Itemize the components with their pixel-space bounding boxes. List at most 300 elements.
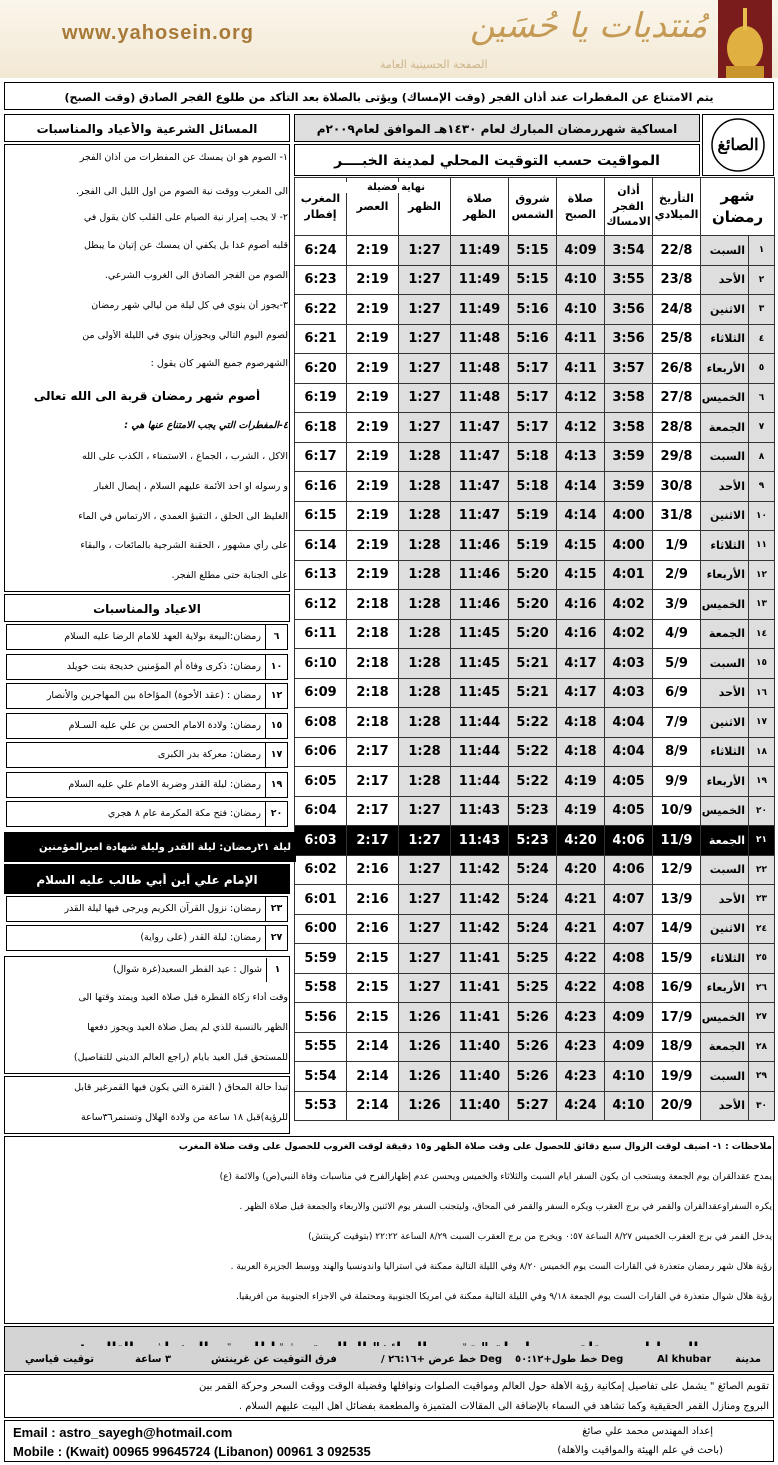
author-name: إعداد المهندس محمد علي صائغ [582, 1426, 713, 1437]
cell-dhuhr: 11:47 [451, 442, 509, 472]
table-row [295, 619, 775, 649]
cell-dhuhr: 11:42 [451, 885, 509, 915]
cell-maghrib: 6:13 [295, 560, 347, 590]
cell-fa: 2:18 [347, 590, 399, 620]
cell-no: ٤ [749, 324, 775, 354]
cell-date: 31/8 [653, 501, 701, 531]
cell-imsak: 3:58 [605, 413, 653, 443]
cell-dhuhr: 11:41 [451, 944, 509, 974]
cell-no: ٢٨ [749, 1032, 775, 1062]
cell-fz: 1:27 [399, 265, 451, 295]
col-fadhila-asr: العصر [347, 178, 399, 236]
location-lat: / خط عرض +٢٦:١٦ Deg [381, 1354, 503, 1365]
cell-date: 23/8 [653, 265, 701, 295]
timing-title-box [294, 144, 700, 176]
table-row [295, 472, 775, 502]
seal-text: الصائغ [717, 135, 759, 154]
cell-date: 16/9 [653, 973, 701, 1003]
event21-line1: ليلة ٢١رمضان: ليلة القدر وليلة شهادة اميرالمؤمنين [39, 842, 291, 853]
cell-fz: 1:28 [399, 737, 451, 767]
shawwal-line1 [8, 958, 288, 984]
cell-date: 13/9 [653, 885, 701, 915]
cell-fajr: 4:12 [557, 413, 605, 443]
cell-fa: 2:16 [347, 885, 399, 915]
cell-imsak: 3:55 [605, 265, 653, 295]
cell-fajr: 4:16 [557, 590, 605, 620]
table-row [295, 354, 775, 384]
event-day: ١٢ [265, 684, 287, 708]
cell-sunrise: 5:20 [509, 590, 557, 620]
cell-fa: 2:16 [347, 914, 399, 944]
cell-dhuhr: 11:45 [451, 619, 509, 649]
event-day: ١٥ [265, 714, 287, 738]
cell-fajr: 4:20 [557, 855, 605, 885]
cell-fajr: 4:21 [557, 885, 605, 915]
cell-sunrise: 5:15 [509, 236, 557, 266]
cell-sunrise: 5:26 [509, 1062, 557, 1092]
cell-imsak: 4:00 [605, 501, 653, 531]
fiqh-p3a: ٣-يجوز أن ينوي في كل ليلة من ليالي شهر رمضان [91, 300, 288, 311]
cell-date: 5/9 [653, 649, 701, 679]
cell-fajr: 4:14 [557, 472, 605, 502]
cell-sunrise: 5:22 [509, 737, 557, 767]
cell-fa: 2:19 [347, 560, 399, 590]
cell-maghrib: 6:21 [295, 324, 347, 354]
cell-date: 20/9 [653, 1091, 701, 1121]
cell-day: الجمعة [701, 619, 749, 649]
table-row [295, 914, 775, 944]
cell-date: 9/9 [653, 767, 701, 797]
cell-sunrise: 5:19 [509, 531, 557, 561]
cell-no: ١٣ [749, 590, 775, 620]
event-23 [6, 896, 288, 922]
cell-date: 4/9 [653, 619, 701, 649]
cell-maghrib: 6:01 [295, 885, 347, 915]
cell-day: الثلاثاء [701, 324, 749, 354]
table-row [295, 944, 775, 974]
cell-day: الأحد [701, 472, 749, 502]
cell-fz: 1:27 [399, 295, 451, 325]
cell-no: ٩ [749, 472, 775, 502]
cell-maghrib: 6:00 [295, 914, 347, 944]
cell-fz: 1:28 [399, 590, 451, 620]
left-title: المسائل الشرعية والأعياد والمناسبات [36, 122, 258, 136]
cell-sunrise: 5:25 [509, 973, 557, 1003]
shawwal-text: شوال : عيد الفطر السعيد(غرة شوال) [112, 964, 262, 975]
location-city-label: مدينة [735, 1354, 761, 1365]
cell-fa: 2:19 [347, 383, 399, 413]
event21b-box [4, 864, 290, 894]
cell-day: الخميس [701, 383, 749, 413]
cell-date: 18/9 [653, 1032, 701, 1062]
fiqh-p4d: الغليظ الى الحلق ، التقيؤ العمدي ، الارتماس في الماء [78, 511, 288, 522]
cell-fa: 2:19 [347, 324, 399, 354]
cell-maghrib: 6:20 [295, 354, 347, 384]
cell-day: الجمعة [701, 826, 749, 856]
top-notice: يتم الامتناع عن المفطرات عند أذان الفجر (وقت الإمساك) ويؤتى بالصلاة بعد التأكد من طلوع الفجر الصادق (وقت الصبح) [64, 91, 714, 104]
cell-maghrib: 6:14 [295, 531, 347, 561]
table-row [295, 855, 775, 885]
cell-imsak: 4:08 [605, 973, 653, 1003]
cell-no: ١٧ [749, 708, 775, 738]
cell-sunrise: 5:22 [509, 767, 557, 797]
cell-no: ٥ [749, 354, 775, 384]
cell-dhuhr: 11:44 [451, 737, 509, 767]
cell-maghrib: 6:05 [295, 767, 347, 797]
cell-fz: 1:28 [399, 649, 451, 679]
cell-fajr: 4:16 [557, 619, 605, 649]
imsakiya-table [294, 177, 775, 1121]
cell-date: 8/9 [653, 737, 701, 767]
cell-no: ٢٩ [749, 1062, 775, 1092]
cell-fz: 1:26 [399, 1032, 451, 1062]
cell-no: ٢٥ [749, 944, 775, 974]
col-fadhila-dhuhr: الظهر [399, 178, 451, 236]
cell-dhuhr: 11:48 [451, 383, 509, 413]
cell-fajr: 4:19 [557, 767, 605, 797]
cell-day: السبت [701, 855, 749, 885]
cell-sunrise: 5:26 [509, 1032, 557, 1062]
cell-imsak: 3:54 [605, 236, 653, 266]
event-text: رمضان: معركة بدر الكبرى [157, 749, 261, 760]
event-27-text: رمضان: ليلة القدر (على رواية) [140, 932, 261, 943]
cell-no: ٢٦ [749, 973, 775, 1003]
cell-maghrib: 6:09 [295, 678, 347, 708]
note-line: يكره السفرأوعقدالقران والقمر في برج العقرب ويكره السفر والقمر في المحاق، وليتجنب السفر يوم الاثنين والأربعاء والجمعة قبل صلاة الظهر . [239, 1202, 772, 1212]
cell-sunrise: 5:16 [509, 324, 557, 354]
cell-imsak: 4:07 [605, 914, 653, 944]
cell-imsak: 4:00 [605, 531, 653, 561]
col-month: شهر رمضان [701, 178, 775, 236]
cell-day: السبت [701, 442, 749, 472]
table-row [295, 324, 775, 354]
cell-date: 22/8 [653, 236, 701, 266]
cell-fajr: 4:13 [557, 442, 605, 472]
col-fadhila: نهاية فضيلة [344, 182, 448, 193]
cell-imsak: 4:01 [605, 560, 653, 590]
cell-maghrib: 6:17 [295, 442, 347, 472]
cell-fa: 2:19 [347, 354, 399, 384]
table-row [295, 649, 775, 679]
note-line: ملاحظات : ١- أضيف لوقت الزوال سبع دقائق للحصول على وقت صلاة الظهر و١٥ دقيقة لوقت الغروب للحصول على وقت صلاة المغرب [178, 1142, 772, 1152]
cell-maghrib: 6:19 [295, 383, 347, 413]
cell-fajr: 4:18 [557, 737, 605, 767]
cell-sunrise: 5:24 [509, 855, 557, 885]
cell-fajr: 4:15 [557, 560, 605, 590]
event21-line2: الإمام علي أبن أبي طالب عليه السلام [36, 873, 258, 887]
cell-date: 14/9 [653, 914, 701, 944]
cell-sunrise: 5:16 [509, 295, 557, 325]
cell-imsak: 4:06 [605, 826, 653, 856]
forum-subtitle: الصفحة الحسينية العامة [380, 58, 488, 71]
cell-no: ٣٠ [749, 1091, 775, 1121]
shawwal-line3: الظهر بالنسبة للذي لم يصل صلاة العيد ويجوز دفعها [87, 1022, 288, 1033]
cell-dhuhr: 11:49 [451, 265, 509, 295]
cell-imsak: 3:56 [605, 295, 653, 325]
note-line: يمدح عقدالقران يوم الجمعة ويستحب أن يكون السفر أيام السبت والثلاثاء والخميس ويحسن عدم إظهارالفرح في مناسبات وفاة النبي(ص) والأئمة (ع) [219, 1172, 772, 1182]
author-title: (باحث في علم الهيئة والمواقيت والأهلة) [557, 1445, 723, 1456]
cell-dhuhr: 11:40 [451, 1062, 509, 1092]
cell-day: الأربعاء [701, 973, 749, 1003]
cell-imsak: 4:10 [605, 1091, 653, 1121]
cell-fz: 1:28 [399, 501, 451, 531]
cell-no: ١٤ [749, 619, 775, 649]
cell-dhuhr: 11:45 [451, 678, 509, 708]
cell-fa: 2:18 [347, 619, 399, 649]
cell-fz: 1:26 [399, 1003, 451, 1033]
table-row [295, 796, 775, 826]
cell-fa: 2:19 [347, 295, 399, 325]
cell-date: 6/9 [653, 678, 701, 708]
fiqh-p2a: ٢- لا يجب إمرار نية الصيام على القلب كأن يقول في [83, 212, 288, 223]
cell-fa: 2:14 [347, 1062, 399, 1092]
table-row [295, 1062, 775, 1092]
cell-sunrise: 5:24 [509, 885, 557, 915]
cell-no: ٢١ [749, 826, 775, 856]
contact-mobile: Mobile : (Kwait) 00965 99645724 (Libanon) 00961 3 092535 [13, 1444, 371, 1459]
cell-day: السبت [701, 649, 749, 679]
cell-fz: 1:27 [399, 413, 451, 443]
about-box [4, 1374, 774, 1418]
cell-sunrise: 5:15 [509, 265, 557, 295]
cell-fz: 1:27 [399, 855, 451, 885]
location-box [4, 1346, 774, 1372]
table-row [295, 295, 775, 325]
cell-fajr: 4:17 [557, 678, 605, 708]
cell-day: الجمعة [701, 1032, 749, 1062]
cell-day: الأربعاء [701, 354, 749, 384]
cell-fz: 1:28 [399, 708, 451, 738]
cell-sunrise: 5:21 [509, 678, 557, 708]
cell-fa: 2:19 [347, 265, 399, 295]
cell-no: ١٥ [749, 649, 775, 679]
cell-fa: 2:17 [347, 826, 399, 856]
cell-fajr: 4:21 [557, 914, 605, 944]
cell-day: الأحد [701, 1091, 749, 1121]
cell-fz: 1:28 [399, 678, 451, 708]
cell-fz: 1:27 [399, 796, 451, 826]
cell-fa: 2:15 [347, 944, 399, 974]
cell-fz: 1:28 [399, 560, 451, 590]
cell-day: الاثنين [701, 295, 749, 325]
cell-fa: 2:17 [347, 737, 399, 767]
imsakiya-title-box [294, 114, 700, 142]
cell-fz: 1:28 [399, 442, 451, 472]
fiqh-p3c: الشهرصوم جميع الشهر كأن يقول : [150, 358, 288, 369]
cell-fa: 2:19 [347, 531, 399, 561]
event-27 [6, 925, 288, 951]
cell-maghrib: 6:15 [295, 501, 347, 531]
contact-email[interactable]: Email : astro_sayegh@hotmail.com [13, 1425, 233, 1440]
cell-dhuhr: 11:47 [451, 413, 509, 443]
cell-maghrib: 5:55 [295, 1032, 347, 1062]
cell-maghrib: 6:22 [295, 295, 347, 325]
cell-maghrib: 6:06 [295, 737, 347, 767]
cell-no: ٨ [749, 442, 775, 472]
table-row [295, 236, 775, 266]
cell-date: 12/9 [653, 855, 701, 885]
cell-day: السبت [701, 1062, 749, 1092]
cell-fajr: 4:23 [557, 1062, 605, 1092]
table-row [295, 413, 775, 443]
cell-fajr: 4:23 [557, 1032, 605, 1062]
location-lon: خط طول+٥٠:١٢ Deg [515, 1354, 624, 1365]
cell-sunrise: 5:17 [509, 413, 557, 443]
cell-date: 28/8 [653, 413, 701, 443]
col-fajr: صلاة الصبح [557, 178, 605, 236]
event-23-day: ٢٣ [265, 897, 287, 921]
cell-day: الجمعة [701, 413, 749, 443]
event-text: رمضان: فتح مكة المكرمة عام ٨ هجري [107, 808, 261, 819]
cell-no: ٢ [749, 265, 775, 295]
site-header [0, 0, 778, 78]
cell-fa: 2:19 [347, 442, 399, 472]
cell-sunrise: 5:21 [509, 649, 557, 679]
shawwal-line4: للمستحق قبل العيد بأيام (راجع العالم الديني للتفاصيل) [73, 1052, 288, 1063]
cell-fajr: 4:22 [557, 944, 605, 974]
fiqh-p4f: على الجنابة حتى مطلع الفجر. [171, 570, 288, 581]
cell-fa: 2:17 [347, 796, 399, 826]
event-item [6, 742, 288, 768]
top-notice-box [4, 82, 774, 110]
cell-imsak: 4:05 [605, 796, 653, 826]
cell-imsak: 4:02 [605, 619, 653, 649]
cell-fz: 1:28 [399, 531, 451, 561]
cell-fz: 1:28 [399, 619, 451, 649]
table-row [295, 767, 775, 797]
cell-dhuhr: 11:45 [451, 649, 509, 679]
cell-fa: 2:19 [347, 413, 399, 443]
table-row [295, 1003, 775, 1033]
events-title-box [4, 594, 290, 622]
table-row [295, 826, 775, 856]
cell-dhuhr: 11:46 [451, 590, 509, 620]
event-day: ٢٠ [265, 802, 287, 826]
fiqh-p4c: و رسوله او احد الأئمة عليهم السلام ، إيصال الغبار [93, 481, 288, 492]
cell-dhuhr: 11:40 [451, 1032, 509, 1062]
cell-day: الاثنين [701, 501, 749, 531]
col-dhuhr: صلاة الظهر [451, 178, 509, 236]
table-row [295, 1032, 775, 1062]
cell-fajr: 4:18 [557, 708, 605, 738]
timing-title: المواقيت حسب التوقيت المحلي لمدينة الخبــــر [334, 153, 660, 169]
fiqh-p2b: قلبه أصوم غدا بل يكفي أن يمسك عن إتيان ما يبطل [83, 240, 288, 251]
cell-date: 25/8 [653, 324, 701, 354]
fiqh-p1b: الى المغرب ووقت نية الصوم من اول الليل الى الفجر. [75, 186, 288, 197]
shawwal-line2: وقت أداء زكاة الفطرة قبل صلاة العيد ويمتد وقتها الى [78, 992, 288, 1003]
events-title: الاعياد والمناسبات [93, 602, 201, 616]
cell-dhuhr: 11:49 [451, 295, 509, 325]
cell-sunrise: 5:19 [509, 501, 557, 531]
event21-box [4, 832, 296, 862]
cell-fz: 1:26 [399, 1091, 451, 1121]
cell-fa: 2:18 [347, 649, 399, 679]
fiqh-p3d: أصوم شهر رمضان قربة الى الله تعالى [33, 389, 261, 403]
cell-sunrise: 5:20 [509, 560, 557, 590]
cell-date: 3/9 [653, 590, 701, 620]
cell-dhuhr: 11:44 [451, 708, 509, 738]
cell-maghrib: 6:18 [295, 413, 347, 443]
cell-fa: 2:18 [347, 678, 399, 708]
cell-date: 24/8 [653, 295, 701, 325]
cell-fajr: 4:20 [557, 826, 605, 856]
cell-sunrise: 5:23 [509, 796, 557, 826]
fiqh-p1a: ١- الصوم هو ان يمسك عن المفطرات من أذان الفجر [79, 152, 288, 163]
cell-imsak: 4:03 [605, 649, 653, 679]
fiqh-p4e: على رأي مشهور ، الحقنة الشرجية بالمائعات ، والبقاء [80, 540, 288, 551]
table-row [295, 708, 775, 738]
cell-sunrise: 5:18 [509, 442, 557, 472]
cell-sunrise: 5:24 [509, 914, 557, 944]
cell-fa: 2:18 [347, 708, 399, 738]
cell-fajr: 4:11 [557, 354, 605, 384]
event-item [6, 654, 288, 680]
cell-fa: 2:15 [347, 973, 399, 1003]
cell-imsak: 4:04 [605, 737, 653, 767]
cell-date: 11/9 [653, 826, 701, 856]
event-item [6, 801, 288, 827]
cell-sunrise: 5:22 [509, 708, 557, 738]
cell-fa: 2:16 [347, 855, 399, 885]
location-std: توقيت قياسي [25, 1354, 95, 1365]
fiqh-p2c: الصوم من الفجر الصادق الى الغروب الشرعي. [104, 270, 288, 281]
cell-fz: 1:27 [399, 973, 451, 1003]
cell-dhuhr: 11:40 [451, 1091, 509, 1121]
cell-fajr: 4:17 [557, 649, 605, 679]
site-url[interactable]: www.yahosein.org [62, 22, 254, 44]
cell-sunrise: 5:26 [509, 1003, 557, 1033]
cell-sunrise: 5:17 [509, 354, 557, 384]
event-23-text: رمضان: نزول القرآن الكريم ويرجى فيها ليلة القدر [64, 903, 261, 914]
cell-maghrib: 6:08 [295, 708, 347, 738]
cell-day: الخميس [701, 1003, 749, 1033]
cell-sunrise: 5:25 [509, 944, 557, 974]
cell-no: ١٦ [749, 678, 775, 708]
cell-maghrib: 6:11 [295, 619, 347, 649]
event-item [6, 624, 288, 650]
note-line: يدخل القمر في برج العقرب الخميس ٨/٢٧ الساعة ٠:٥٧ ويخرج من برج العقرب السبت ٨/٢٩ الساعة ٢٢:٢٢ (بتوقيت كرينتش) [308, 1232, 772, 1242]
cell-fz: 1:27 [399, 914, 451, 944]
cell-no: ١ [749, 236, 775, 266]
cell-no: ١١ [749, 531, 775, 561]
cell-day: الثلاثاء [701, 737, 749, 767]
table-row [295, 678, 775, 708]
cell-fa: 2:19 [347, 472, 399, 502]
left-title-box [4, 114, 290, 142]
col-date: التأريخ الميلادي [653, 178, 701, 236]
cell-fa: 2:19 [347, 236, 399, 266]
location-city: Al khubar [657, 1354, 712, 1365]
cell-day: الخميس [701, 590, 749, 620]
cell-dhuhr: 11:44 [451, 767, 509, 797]
event-text: رمضان: ليلة القدر وضربة الامام علي عليه السلام [68, 778, 261, 790]
cell-no: ٦ [749, 383, 775, 413]
cell-fajr: 4:24 [557, 1091, 605, 1121]
cell-dhuhr: 11:47 [451, 472, 509, 502]
table-row [295, 1091, 775, 1121]
table-row [295, 383, 775, 413]
cell-dhuhr: 11:46 [451, 531, 509, 561]
fiqh-p3b: لصوم اليوم التالي ويجوزأن ينوي في الليلة الأولى من [82, 330, 288, 341]
cell-imsak: 4:04 [605, 708, 653, 738]
cell-fa: 2:19 [347, 501, 399, 531]
cell-dhuhr: 11:42 [451, 855, 509, 885]
event-day: ١٧ [265, 743, 287, 767]
col-maghrib: المغرب إفطار [295, 178, 347, 236]
cell-fz: 1:26 [399, 1062, 451, 1092]
cell-date: 26/8 [653, 354, 701, 384]
event-day: ١٩ [265, 773, 287, 797]
